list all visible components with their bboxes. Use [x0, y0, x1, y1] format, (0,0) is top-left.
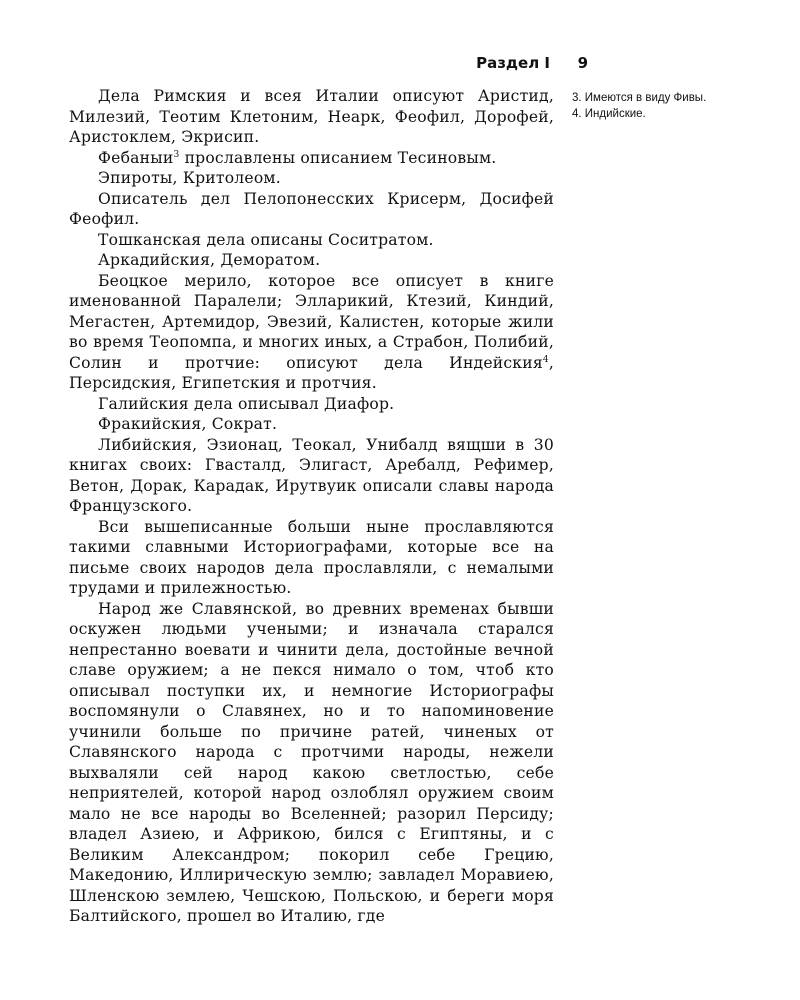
paragraph: Либийския, Эзионац, Теокал, Унибалд вящши в 30 книгах своих: Гвасталд, Элигаст, Аребалд, Рефимер, Ветон, Дорак, Карадак, Ирутвуик описали славы народа Французского. [69, 435, 554, 515]
paragraph [69, 148, 554, 169]
paragraph [69, 271, 554, 394]
paragraph: Тошканская дела описаны Соситратом. [98, 230, 434, 249]
footnote-ref: 4 [542, 354, 549, 365]
margin-note: 3. Имеются в виду Фивы. [572, 92, 707, 104]
paragraph: Галийския дела описывал Диафор. [98, 394, 395, 413]
paragraph: Эпироты, Критолеом. [98, 169, 281, 187]
paragraph: Дела Римския и всея Италии описуют Аристид, Милезий, Теотим Клетоним, Неарк, Феофил, Дорофей, Аристоклем, Экрисип. [69, 87, 554, 146]
paragraph-text: Фебаныи [98, 148, 174, 167]
main-text [69, 86, 554, 927]
margin-note: 4. Индийские. [572, 108, 646, 120]
section-title: Раздел I [476, 54, 550, 72]
footnote-ref: 3 [173, 149, 180, 160]
running-head [300, 53, 588, 73]
paragraph: Аркадийския, Деморатом. [98, 251, 321, 269]
page-number: 9 [577, 54, 588, 72]
paragraph: Вси вышеписанные больши ныне прославляются такими славными Историографами, которые все на письме своих народов дела прославляли, с немалыми трудами и прилежностью. [69, 517, 554, 597]
paragraph: Описатель дел Пелопонесских Крисерм, Досифей Феофил. [69, 189, 554, 228]
margin-notes [572, 90, 722, 122]
paragraph: Фракийския, Сократ. [98, 415, 278, 433]
paragraph-text: , Персидския, Египетския и протчия. [69, 353, 554, 392]
paragraph: Народ же Славянской, во древних временах бывши оскужен людьми учеными; и изначала старался непрестанно воевати и чинити дела, достойные вечной славе оружием; а не пекся нимало о том, чтоб кто описывал поступки их, и немногие Историографы воспомянули о Славянех, но и то напоминовение учинили больше по причине ратей, чиненых от Славянского народа с протчими народы, нежели выхваляли сей народ какою светлостью, себе неприятелей, которой народ озлоблял оружием своим мало не все народы во Вселенней; разорил Персиду; владел Азиею, и Африкою, бился с Египтяны, и с Великим Александром; покорил себе Грецию, Македонию, Иллирическую землю; завладел Моравиею, Шленскою землею, Чешскою, Польскою, и береги моря Балтийского, прошел во Италию, где [69, 599, 554, 925]
paragraph-text: прославлены описанием Тесиновым. [179, 148, 497, 167]
paragraph-text: Беоцкое мерило, которое все описует в книге именованной Паралели; Элларикий, Ктезий, Киндий, Мегастен, Артемидор, Эвезий, Калистен, которые жили во время Теопомпа, и многих иных, а Страбон, Полибий, Солин и протчие: описуют дела Индейския [69, 271, 554, 372]
